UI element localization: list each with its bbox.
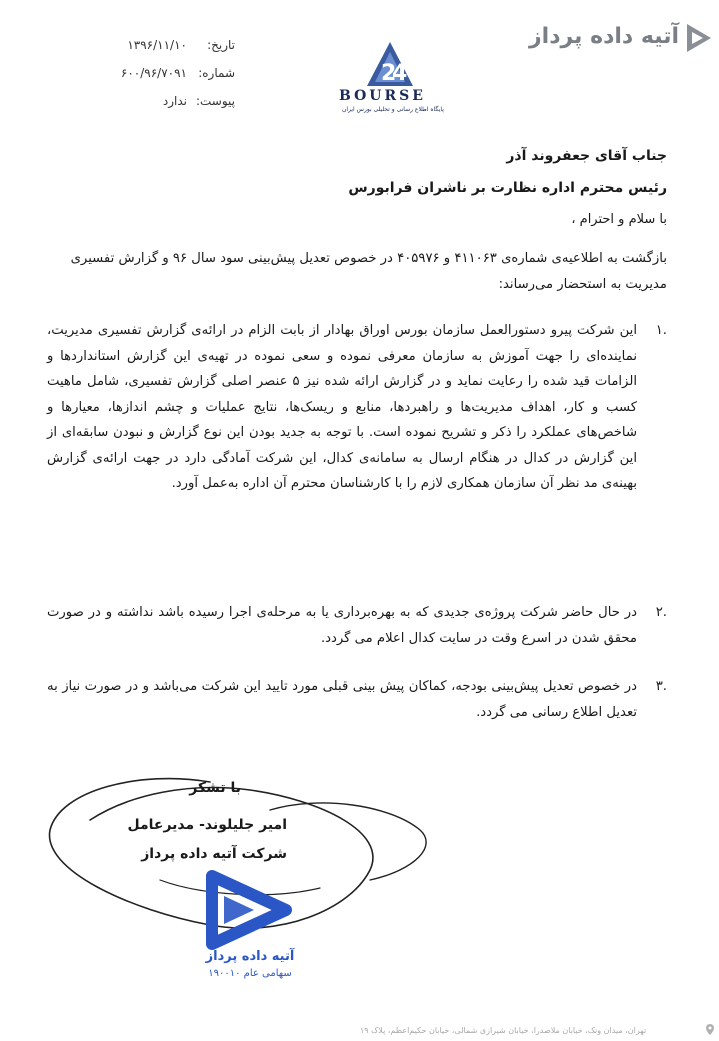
company-stamp xyxy=(190,870,310,980)
intro-paragraph: بازگشت به اطلاعیه‌ی شماره‌ی ۴۱۱۰۶۳ و ۴۰۵۹۷۶ در خصوص تعدیل پیش‌بینی سود سال ۹۶ و گزارش تفسیری مدیریت به استحضار می‌رساند: xyxy=(70,251,667,292)
stamp-company-name: آتیه داده پرداز xyxy=(205,949,295,964)
attachment-label: پیوست: xyxy=(195,94,235,108)
date-value: ۱۳۹۶/۱۱/۱۰ xyxy=(127,38,187,52)
addressee-name: جناب آقای جعفروند آذر xyxy=(506,148,667,164)
company-logo-text: آتیه داده پرداز xyxy=(529,24,679,49)
closing-signatory: امیر جلیلوند- مدیرعامل xyxy=(127,817,287,833)
list-item-text: در خصوص تعدیل پیش‌بینی بودجه، کماکان پیش بینی قبلی مورد تایید این شرکت می‌باشد و در صورت نیاز به تعدیل اطلاع رسانی می گردد. xyxy=(47,679,637,720)
attachment-row xyxy=(95,94,235,122)
footer-address: تهران، میدان ونک، خیابان ملاصدرا، خیابان شیرازی شمالی، خیابان حکیم‌اعظم، پلاک ۱۹ xyxy=(360,1026,647,1035)
number-row xyxy=(95,66,235,94)
addressee-title: رئیس محترم اداره نظارت بر ناشران فرابورس xyxy=(348,180,667,196)
list-item-3 xyxy=(47,674,667,725)
date-row xyxy=(95,38,235,66)
closing-company: شرکت آتیه داده پرداز xyxy=(141,846,287,862)
greeting: با سلام و احترام ، xyxy=(571,212,667,227)
number-value: ۶۰۰/۹۶/۷۰۹۱ xyxy=(120,66,187,80)
list-item-number: .۲ xyxy=(655,605,667,620)
number-label: شماره: xyxy=(198,66,235,80)
list-item-2 xyxy=(47,600,667,651)
date-label: تاریخ: xyxy=(207,38,235,52)
list-item-number: .۳ xyxy=(655,679,667,694)
bourse-logo-subtitle: پایگاه اطلاع رسانی و تحلیلی بورس ایران xyxy=(342,106,444,113)
list-item-1 xyxy=(47,318,667,497)
letter-meta xyxy=(95,38,235,122)
location-pin-icon xyxy=(706,1024,714,1035)
stamp-registration: سهامی عام ۱۹۰۰۱۰ xyxy=(208,968,292,979)
list-item-text: این شرکت پیرو دستورالعمل سازمان بورس اوراق بهادار از بابت الزام در ارائه‌ی گزارش تفسیری مدیریت، نماینده‌ای را جهت آموزش به سازمان معرفی نموده و سعی نموده در تهیه‌ی این گزارش استانداردها و الزامات قید شده را رعایت نماید و در گزارش ارائه شده نیز ۵ عنصر اصلی گزارش تفسیری، شامل ماهیت کسب و کار، اهداف مدیریت‌ها و راهبردها، منابع و ریسک‌ها، نتایج عملیات و چشم اندازها، معیارها و شاخص‌های عملکرد را ذکر و تشریح نموده است. با توجه به جدید بودن این نوع گزارش و نبودن سابقه‌ای از این گزارش در کدال در هنگام ارسال به سامانه‌ی کدال، این شرکت آمادگی دارد در جهت ارائه‌ی گزارش بهینه‌ی مد نظر آن سازمان همکاری لازم را با کارشناسان محترم آن اداره به‌عمل آورد. xyxy=(47,323,638,491)
closing-thanks: با تشکر xyxy=(189,780,241,796)
list-item-number: .۱ xyxy=(655,323,667,338)
svg-text:4: 4 xyxy=(392,61,408,86)
svg-text:2: 2 xyxy=(381,61,397,86)
attachment-value: ندارد xyxy=(162,94,187,108)
bourse-logo-word: BOURSE xyxy=(339,88,426,104)
list-item-text: در حال حاضر شرکت پروژه‌ی جدیدی که به بهره‌برداری یا به مرحله‌ی اجرا رسیده باشد نداشته و در صورت محقق شدن در اسرع وقت در سایت کدال اعلام می گردد. xyxy=(47,605,637,646)
company-logo-icon xyxy=(683,22,713,54)
